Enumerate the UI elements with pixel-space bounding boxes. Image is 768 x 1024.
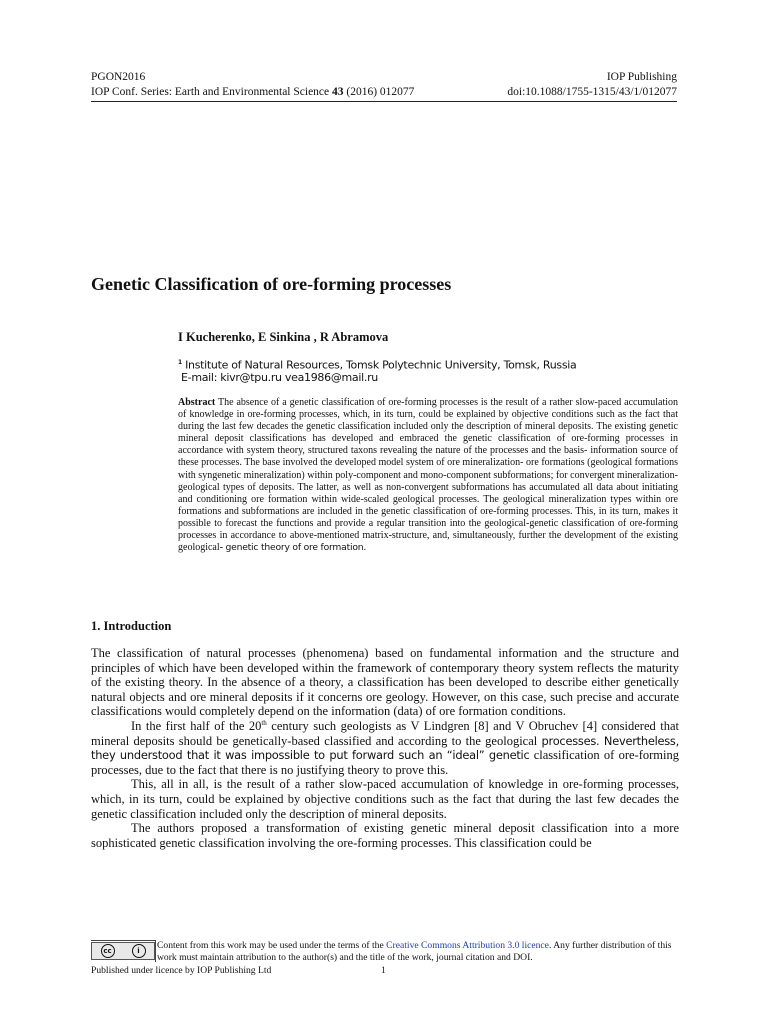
footnote-pre: Content from this work may be used under the terms of the bbox=[157, 940, 387, 951]
running-header-bottom bbox=[91, 85, 677, 99]
cc-by-icon bbox=[91, 942, 155, 960]
by-person-icon: i bbox=[132, 944, 146, 958]
licence-footnote bbox=[157, 940, 679, 965]
running-header-top bbox=[91, 70, 677, 84]
publisher-name: IOP Publishing bbox=[606, 71, 677, 83]
paragraph-1: The classification of natural processes (phenomena) based on fundamental information and the structure and principles of which have been developed within the framework of contemporary theory system reflects the maturity of the existing theory. In the absence of a theory, a classification has been developed to describe either genetically natural objects and ore mineral deposits if it concerns ore geology. However, on this case, such precise and accurate classifications would completely depend on the information (data) of ore formation conditions. bbox=[91, 646, 679, 719]
paragraph-2-part-a: In the first half of the 20 bbox=[131, 718, 262, 733]
series-prefix: IOP Conf. Series: Earth and Environmental Science bbox=[91, 86, 333, 98]
paragraph-2-part-c: classification of ore-forming processes, due to the fact that there is no justifying theory to prove this. bbox=[91, 748, 679, 777]
footnote-post: . Any further distribution of this work must maintain attribution to the author(s) and the title of the work, journal citation and DOI. bbox=[157, 940, 672, 964]
doi: doi:10.1088/1755-1315/43/1/012077 bbox=[507, 86, 677, 98]
paragraph-2-part-b: century such geologists as V Lindgren [8] and V Obruchev [4] considered that mineral deposits should be genetically-based classified and according to the geological bbox=[91, 718, 679, 748]
conference-name: PGON2016 bbox=[91, 71, 146, 83]
footnote-divider bbox=[155, 940, 156, 962]
paragraph-4: The authors proposed a transformation of existing genetic mineral deposit classification into a more sophisticated genetic classification involving the ore-forming processes. This classification could be bbox=[91, 821, 679, 850]
licence-link[interactable]: Creative Commons Attribution 3.0 licence bbox=[386, 940, 549, 951]
body-text bbox=[91, 646, 679, 850]
publisher-licence: Published under licence by IOP Publishing Ltd bbox=[91, 965, 272, 976]
contact-email: E-mail: kivr@tpu.ru vea1986@mail.ru bbox=[181, 371, 378, 384]
author-list: I Kucherenko, E Sinkina , R Abramova bbox=[178, 330, 389, 344]
series-suffix: (2016) 012077 bbox=[343, 86, 415, 98]
footnote-rule bbox=[91, 940, 155, 941]
affiliation-marker: 1 bbox=[178, 359, 182, 366]
page-number: 1 bbox=[381, 965, 386, 976]
paper-title: Genetic Classification of ore-forming processes bbox=[91, 274, 452, 294]
paragraph-3: This, all in all, is the result of a rather slow-paced accumulation of knowledge in ore-forming processes, which, in its turn, could be explained by objective conditions such as the fact that during the last few decades the genetic classification included only the description of mineral deposits. bbox=[91, 777, 679, 821]
paragraph-2-sans: processes. Nevertheless, they understood that it was impossible to put forward such an “ideal” genetic bbox=[91, 733, 679, 763]
abstract bbox=[178, 397, 678, 554]
header-rule bbox=[91, 101, 677, 102]
volume-number: 43 bbox=[332, 86, 344, 98]
paragraph-2 bbox=[91, 719, 679, 777]
section-heading: 1. Introduction bbox=[91, 619, 172, 633]
abstract-label: Abstract bbox=[178, 397, 216, 408]
abstract-last-line: genetic theory of ore formation. bbox=[225, 542, 367, 554]
superscript-th: th bbox=[261, 718, 267, 727]
abstract-text: The absence of a genetic classification of ore-forming processes is the result of a rather slow-paced accumulation of knowledge in ore-forming processes, which, in its turn, could be explained by objective conditions such as the fact that during the last few decades the genetic classification included only the description of mineral deposits. The existing genetic mineral deposit classifications has developed and embraced the genetic classification of ore-forming processes in accordance with system theory, structured taxons revealing the nature of the processes and the basis- information source of these processes. The base involved the developed model system of ore mineralization- ore formations (geological formations with syngenetic mineralization) within poly-component and mono-component subformations; for convergent mineralization- geological types of deposits. The latter, as well as non-convergent subformations has accumulated all data about initiating and conditioning ore formation within wide-scaled geological processes. The geological mineralization types within ore formations and subformations are included in the genetic classification of ore-forming processes. This, in its turn, makes it possible to forecast the functions and provide a regular transition into the geological-genetic classification of ore-forming processes in accordance to above-mentioned matrix-structure, and, simultaneously, further the development of the existing geological- bbox=[178, 397, 678, 554]
cc-circle-icon: cc bbox=[101, 944, 115, 958]
affiliation-text: Institute of Natural Resources, Tomsk Polytechnic University, Tomsk, Russia bbox=[185, 358, 577, 372]
